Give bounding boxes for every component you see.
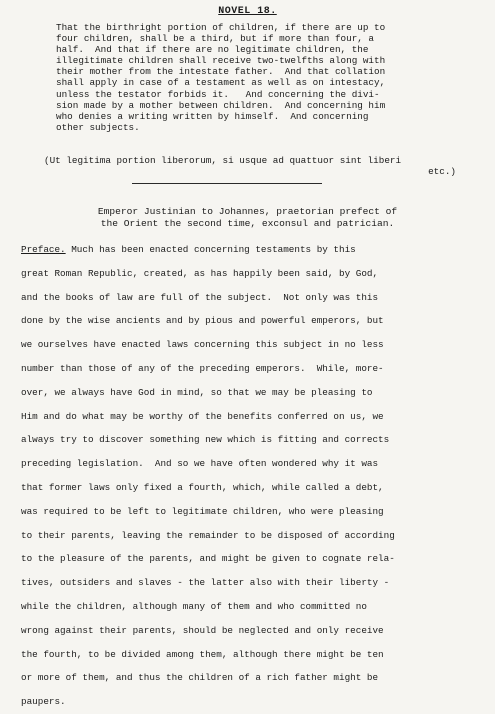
page-title: NOVEL 18.: [218, 6, 277, 17]
body-line: to the pleasure of the parents, and might be given to cognate rela-: [21, 553, 395, 565]
body-line: wrong against their parents, should be neglected and only receive: [21, 624, 384, 636]
address-line: Emperor Justinian to Johannes, praetorian prefect of: [97, 206, 398, 217]
address-line: the Orient the second time, exconsul and patrician.: [100, 217, 395, 229]
body-line: always try to discover something new which is fitting and corrects: [21, 434, 390, 446]
body-line: to their parents, leaving the remainder to be disposed of according: [21, 529, 395, 541]
body-line: tives, outsiders and slaves - the latter also with their liberty -: [21, 577, 390, 589]
section-divider: [132, 183, 322, 184]
body-line: great Roman Republic, created, as has happily been said, by God,: [21, 267, 379, 279]
body-line: preceding legislation. And so we have often wondered why it was: [21, 458, 379, 470]
address-header: [0, 206, 495, 229]
summary-line: their mother from the intestate father. And that collation: [56, 66, 386, 78]
latin-citation: [44, 155, 456, 177]
body-line: Him and do what may be worthy of the benefits conferred on us, we: [21, 410, 384, 422]
body-line-text: Much has been enacted concerning testaments by this: [65, 244, 356, 255]
preface-label: Preface.: [21, 244, 66, 255]
body-line: the fourth, to be divided among them, although there might be ten: [21, 648, 384, 660]
summary-line: who denies a writing written by himself. And concerning: [56, 110, 369, 122]
summary-line: shall apply in case of a testament as well as on intestacy,: [56, 77, 386, 89]
body-line: we ourselves have enacted laws concerning this subject in no less: [21, 339, 384, 351]
body-line: number than those of any of the preceding emperors. While, more-: [21, 362, 384, 374]
body-line: [21, 238, 481, 262]
summary-line: half. And that if there are no legitimate children, the: [56, 44, 369, 56]
citation-line: (Ut legitima portion liberorum, si usque ad quattuor sint liberi: [44, 155, 402, 166]
preface-body: [21, 238, 481, 714]
body-line: while the children, although many of them and who committed no: [21, 600, 367, 612]
body-line: done by the wise ancients and by pious and powerful emperors, but: [21, 315, 384, 327]
body-line: or more of them, and thus the children of a rich father might be: [21, 672, 379, 684]
summary-line: illegitimate children shall receive two-twelfths along with: [56, 55, 386, 67]
body-line: and the books of law are full of the subject. Not only was this: [21, 291, 379, 303]
summary-line: four children, shall be a third, but if more than four, a: [56, 33, 375, 45]
citation-line-end: etc.): [428, 166, 456, 178]
body-line: was required to be left to legitimate children, who were pleasing: [21, 505, 384, 517]
body-line: paupers.: [21, 696, 66, 708]
summary-line: unless the testator forbids it. And concerning the divi-: [56, 88, 380, 100]
summary-line: other subjects.: [56, 121, 140, 133]
body-line: over, we always have God in mind, so that we may be pleasing to: [21, 386, 373, 398]
summary-paragraph: [56, 22, 464, 133]
summary-line: sion made by a mother between children. And concerning him: [56, 99, 386, 111]
summary-line: That the birthright portion of children, if there are up to: [56, 22, 386, 33]
body-line: that former laws only fixed a fourth, which, while called a debt,: [21, 481, 384, 493]
